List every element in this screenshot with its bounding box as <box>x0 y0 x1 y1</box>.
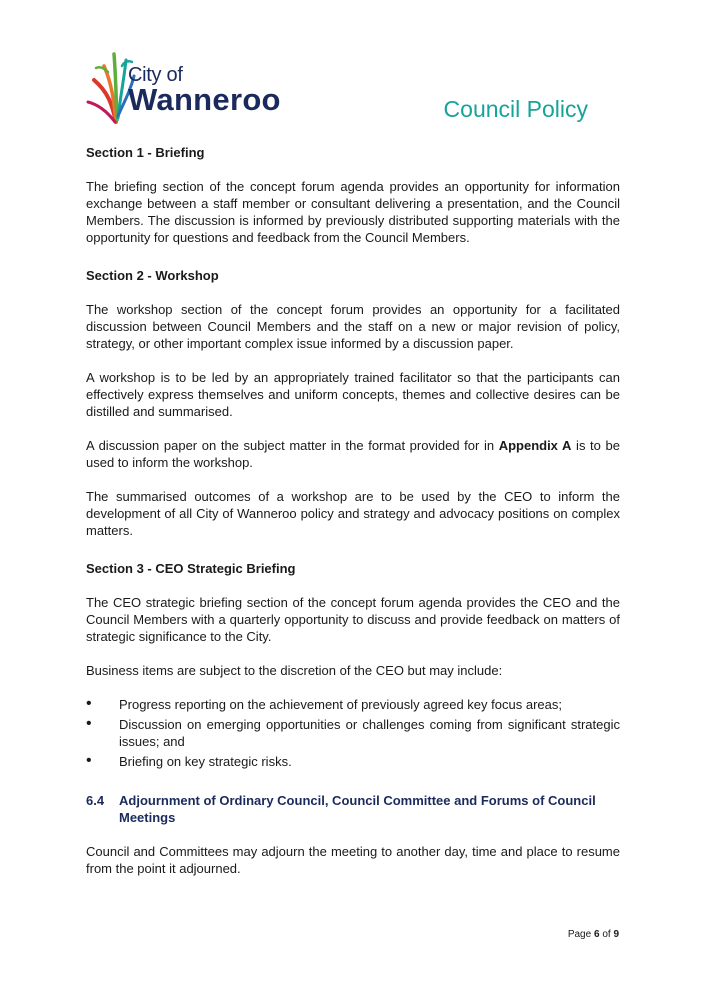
section3-paragraph-1: The CEO strategic briefing section of the concept forum agenda provides the CEO and the Council Members with a quarterly opportunity to discuss and provide feedback on matters of strategic significance to the City. <box>86 595 620 644</box>
bullet-icon: • <box>86 695 92 712</box>
appendix-reference: Appendix A <box>498 438 572 453</box>
section-6-4-paragraph: Council and Committees may adjourn the meeting to another day, time and place to resume from the point it adjourned. <box>86 844 620 876</box>
list-item: • Discussion on emerging opportunities or challenges coming from significant strategic issues; and <box>86 715 620 749</box>
business-items-list <box>86 696 620 770</box>
para3-text-before: A discussion paper on the subject matter in the format provided for in <box>86 438 499 453</box>
list-item: • Briefing on key strategic risks. <box>86 752 292 769</box>
section-title: Adjournment of Ordinary Council, Council Committee and Forums of Council Meetings <box>119 793 596 825</box>
section2-paragraph-2: A workshop is to be led by an appropriately trained facilitator so that the participants can effectively express themselves and uniform concepts, themes and collective desires can be distilled and summarised. <box>86 370 620 419</box>
section2-paragraph-3 <box>86 437 620 471</box>
section2-heading: Section 2 - Workshop <box>86 268 219 283</box>
section1-paragraph: The briefing section of the concept forum agenda provides an opportunity for information exchange between a staff member or consultant delivering a presentation, and the Council Members. The discussion is informed by previously distributed supporting materials with the opportunity for questions and feedback from the Council Members. <box>86 179 620 245</box>
section1-heading: Section 1 - Briefing <box>86 145 205 160</box>
logo-city-text: City of <box>128 64 183 86</box>
section-6-4-heading <box>86 792 620 826</box>
section2-paragraph-4: The summarised outcomes of a workshop are to be used by the CEO to inform the development of all City of Wanneroo policy and strategy and advocacy positions on complex matters. <box>86 489 620 538</box>
bullet-icon: • <box>86 752 92 769</box>
bullet-icon: • <box>86 715 92 732</box>
document-type-title: Council Policy <box>443 96 588 122</box>
section2-paragraph-1: The workshop section of the concept forum provides an opportunity for a facilitated discussion between Council Members and the staff on a new or major revision of policy, strategy, or other important complex issue informed by a discussion paper. <box>86 302 620 351</box>
logo-name-text: Wanneroo <box>128 82 281 117</box>
list-item: • Progress reporting on the achievement of previously agreed key focus areas; <box>86 695 562 712</box>
section-number: 6.4 <box>86 793 105 808</box>
city-logo <box>86 44 296 124</box>
section3-paragraph-2: Business items are subject to the discretion of the CEO but may include: <box>86 663 503 678</box>
document-body <box>86 140 620 877</box>
current-page: 6 <box>593 929 600 940</box>
para3-text-after: is to be used to inform the workshop. <box>86 438 620 470</box>
section3-heading: Section 3 - CEO Strategic Briefing <box>86 561 296 576</box>
total-pages: 9 <box>613 929 619 940</box>
page-number: Page 6 of 9 <box>567 929 619 940</box>
